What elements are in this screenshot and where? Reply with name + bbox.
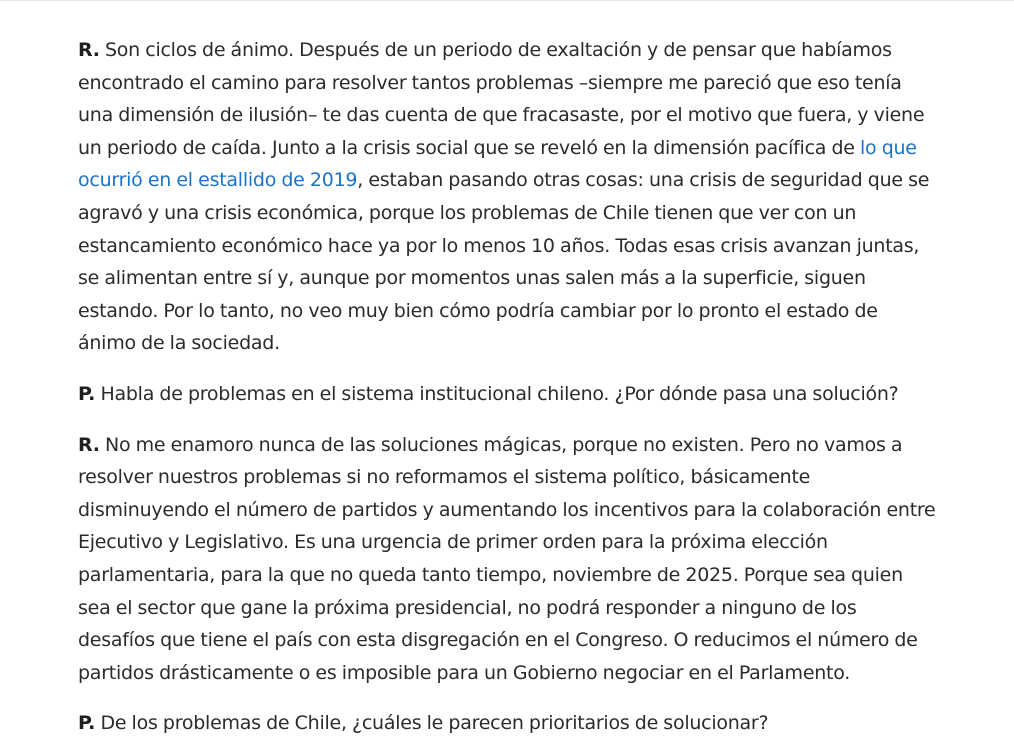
article-body [78, 34, 938, 740]
top-divider [0, 0, 1014, 1]
speaker-label: P. [78, 382, 96, 405]
paragraph-text: , estaban pasando otras cosas: una crisis de seguridad que se agravó y una crisis económica, porque los problemas de Chile tienen que ver con un estancamiento económico hace ya por lo menos 10 años. Todas esas crisis avanzan juntas, se alimentan entre sí y, aunque por momentos unas salen más a la superficie, siguen estando. Por lo tanto, no veo muy bien cómo podría cambiar por lo pronto el estado de ánimo de la sociedad. [78, 169, 930, 355]
estallido-2019-link[interactable]: lo que ocurrió en el estallido de 2019 [78, 136, 917, 192]
paragraph-text: Habla de problemas en el sistema institucional chileno. ¿Por dónde pasa una solución? [95, 382, 899, 405]
question-paragraph-2 [78, 707, 938, 740]
paragraph-text: Son ciclos de ánimo. Después de un periodo de exaltación y de pensar que habíamos encontrado el camino para resolver tantos problemas –siempre me pareció que eso tenía una dimensión de ilusión– te das cuenta de que fracasaste, por el motivo que fuera, y viene un periodo de caída. Junto a la crisis social que se reveló en la dimensión pacífica de [78, 39, 925, 159]
answer-paragraph-1 [78, 34, 938, 360]
question-paragraph-1 [78, 378, 938, 411]
answer-paragraph-2 [78, 429, 938, 690]
paragraph-text: No me enamoro nunca de las soluciones mágicas, porque no existen. Pero no vamos a resolver nuestros problemas si no reformamos el sistema político, básicamente disminuyendo el número de partidos y aumentando los incentivos para la colaboración entre Ejecutivo y Legislativo. Es una urgencia de primer orden para la próxima elección parlamentaria, para la que no queda tanto tiempo, noviembre de 2025. Porque sea quien sea el sector que gane la próxima presidencial, no podrá responder a ninguno de los desafíos que tiene el país con esta disgregación en el Congreso. O reducimos el número de partidos drásticamente o es imposible para un Gobierno negociar en el Parlamento. [78, 433, 936, 684]
paragraph-text: De los problemas de Chile, ¿cuáles le parecen prioritarios de solucionar? [95, 712, 769, 735]
speaker-label: P. [78, 712, 96, 735]
speaker-label: R. [78, 433, 100, 456]
speaker-label: R. [78, 39, 100, 61]
